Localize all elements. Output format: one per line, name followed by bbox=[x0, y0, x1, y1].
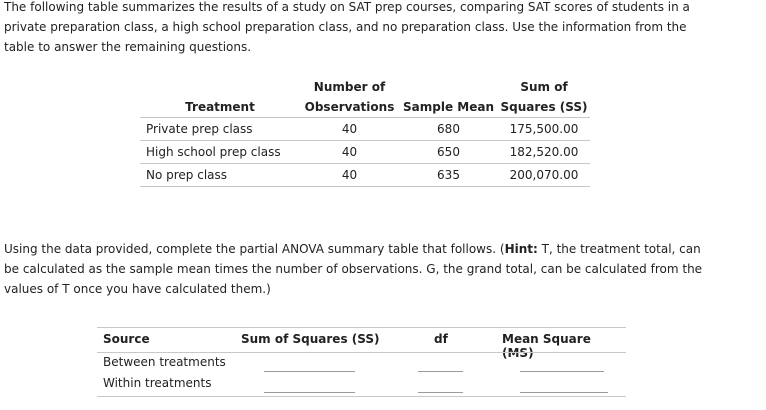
sample-mean-cell: 650 bbox=[437, 145, 460, 159]
observations-cell: 40 bbox=[341, 122, 358, 136]
sum-of-squares-cell: 175,500.00 bbox=[509, 122, 579, 136]
between-ms-input[interactable] bbox=[520, 371, 604, 372]
within-ss-input[interactable] bbox=[264, 392, 355, 393]
between-df-input[interactable] bbox=[418, 371, 463, 372]
table-row bbox=[140, 118, 590, 141]
sample-mean-cell: 635 bbox=[437, 168, 460, 182]
intro-paragraph: The following table summarizes the results of a study on SAT prep courses, comparing SAT scores of students in a private preparation class, a high school preparation class, and no preparation class. Use the information from the table to answer the remaining questions. bbox=[4, 0, 690, 54]
sat-prep-data-table bbox=[140, 77, 590, 187]
within-ms-input[interactable] bbox=[520, 392, 608, 393]
observations-cell: 40 bbox=[341, 145, 358, 159]
sample-mean-cell: 680 bbox=[437, 122, 460, 136]
observations-cell: 40 bbox=[341, 168, 358, 182]
treatment-cell: Private prep class bbox=[146, 122, 253, 136]
anova-header-df: df bbox=[434, 332, 448, 346]
treatment-cell: No prep class bbox=[146, 168, 228, 182]
treatment-cell: High school prep class bbox=[146, 145, 281, 159]
header-sample-mean: Sample Mean bbox=[403, 100, 494, 114]
data-table-header-row bbox=[140, 77, 590, 118]
instructions-paragraph: Using the data provided, complete the partial ANOVA summary table that follows. (Hint: T, the treatment total, can be calculated as the sample mean times the number of observations. G, the grand total, can be calculated from the values of T once you have calculated them.) bbox=[4, 242, 703, 296]
header-number-of-observations: Number of Observations bbox=[304, 80, 395, 114]
between-ss-input[interactable] bbox=[264, 371, 355, 372]
hint-label: Hint: bbox=[504, 242, 538, 256]
anova-row-between-treatments: Between treatments bbox=[103, 355, 226, 369]
anova-header-ms: Mean Square (MS) bbox=[502, 332, 591, 360]
anova-header-ss: Sum of Squares (SS) bbox=[241, 332, 380, 346]
anova-summary-table bbox=[97, 327, 626, 397]
table-row bbox=[140, 141, 590, 164]
sum-of-squares-cell: 182,520.00 bbox=[509, 145, 579, 159]
anova-header-source: Source bbox=[103, 332, 150, 346]
header-sum-of-squares: Sum of Squares (SS) bbox=[500, 80, 588, 114]
sum-of-squares-cell: 200,070.00 bbox=[509, 168, 579, 182]
table-row bbox=[140, 164, 590, 187]
anova-row-within-treatments: Within treatments bbox=[103, 376, 212, 390]
header-treatment: Treatment bbox=[185, 100, 255, 114]
anova-header-divider bbox=[97, 352, 626, 353]
within-df-input[interactable] bbox=[418, 392, 463, 393]
